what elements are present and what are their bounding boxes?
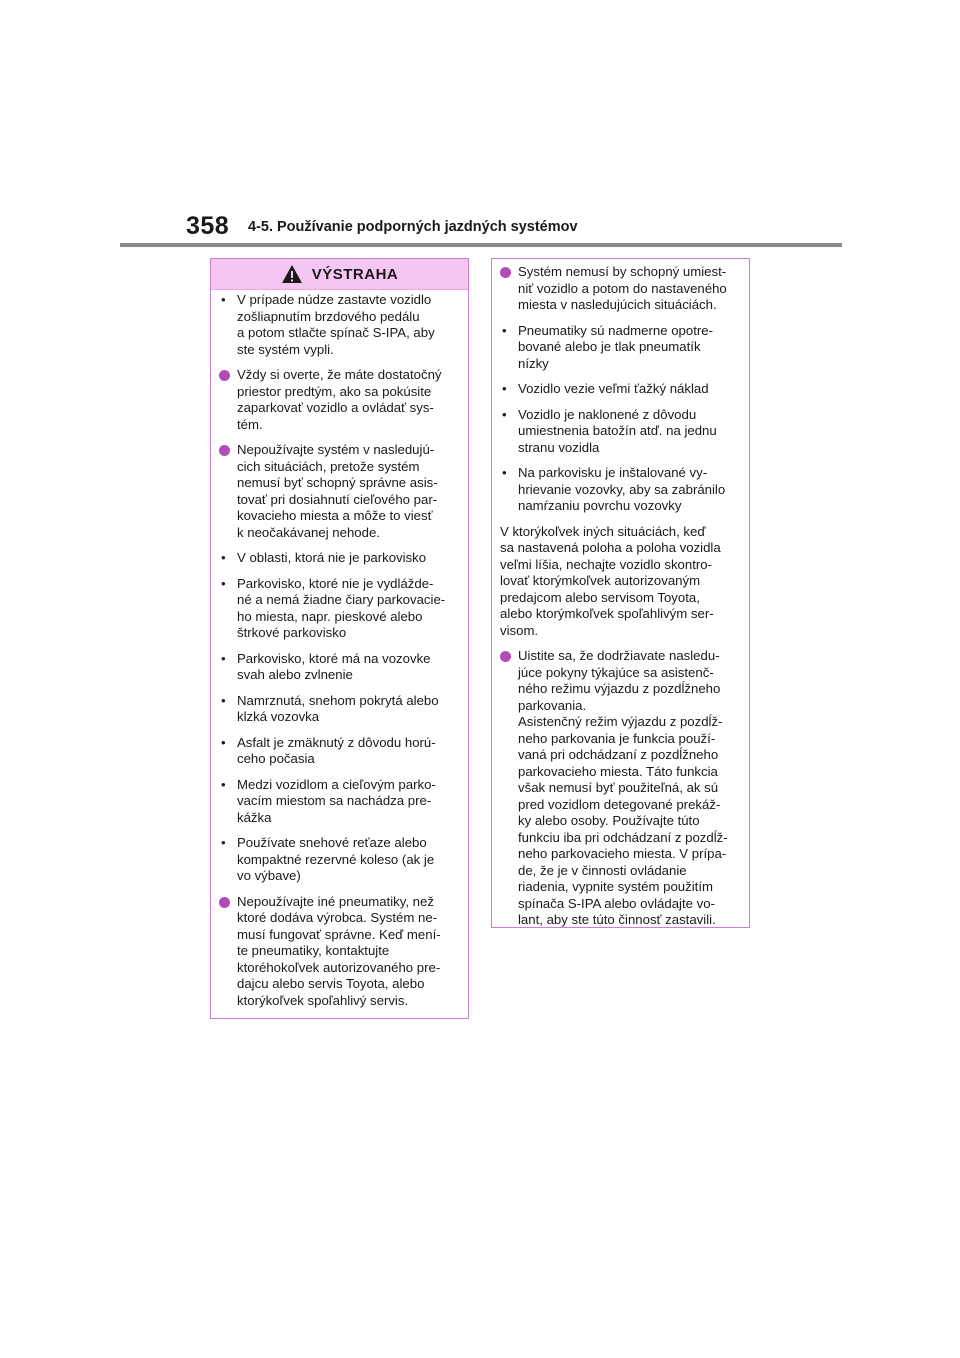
text-line: neho parkovacieho miesta. V prípa- bbox=[518, 846, 727, 861]
warning-triangle-icon bbox=[281, 264, 303, 284]
text-line: hrievanie vozovky, aby sa zabránilo bbox=[518, 481, 726, 497]
text-line: kompaktné rezervné koleso (ak je bbox=[237, 851, 435, 867]
notice-box bbox=[491, 258, 750, 928]
text-line: V ktorýkoľvek iných situáciách, keď bbox=[500, 523, 706, 539]
dash-bullet-item bbox=[219, 550, 461, 567]
text-line: svah alebo zvlnenie bbox=[237, 667, 353, 682]
notice-items bbox=[492, 259, 749, 929]
warning-items bbox=[211, 290, 468, 1009]
text-line: visom. bbox=[500, 622, 539, 638]
text-line: ste systém vypli. bbox=[237, 341, 334, 357]
dash-bullet-item bbox=[219, 292, 461, 358]
text-line: Vždy si overte, že máte dostatočný bbox=[237, 367, 442, 382]
page-number: 358 bbox=[186, 212, 230, 240]
text-line: funkciu iba pri odchádzaní z pozdĺž- bbox=[518, 829, 728, 845]
text-line: • Vozidlo je naklonené z dôvodu bbox=[518, 406, 697, 422]
text-line: však nemusí byť použiteľná, ak sú bbox=[518, 780, 719, 795]
circle-bullet-item bbox=[219, 442, 461, 541]
dash-bullet-item bbox=[500, 465, 742, 515]
text-line: cich situáciách, pretože systém bbox=[237, 458, 420, 474]
text-line: tém. bbox=[237, 416, 263, 432]
text-line: štrkové parkovisko bbox=[237, 625, 347, 640]
text-line: Systém nemusí by schopný umiest- bbox=[518, 264, 727, 279]
text-line: • V prípade núdze zastavte vozidlo bbox=[237, 292, 432, 307]
text-line: priestor predtým, ako sa pokúsite bbox=[237, 383, 432, 399]
text-line: tovať pri dosiahnutí cieľového par- bbox=[237, 491, 438, 507]
text-line: • Používate snehové reťaze alebo bbox=[237, 835, 427, 850]
warning-title: VÝSTRAHA bbox=[311, 265, 399, 283]
circle-bullet-icon bbox=[219, 897, 230, 908]
circle-bullet-icon bbox=[219, 445, 230, 456]
text-line: a potom stlačte spínač S-IPA, aby bbox=[237, 325, 435, 340]
text-line: júce pokyny týkajúce sa asistenč- bbox=[518, 664, 714, 680]
dash-bullet-item bbox=[219, 835, 461, 885]
circle-bullet-item bbox=[500, 264, 742, 314]
text-line: de, že je v činnosti ovládanie bbox=[518, 862, 687, 878]
dash-bullet-item bbox=[219, 576, 461, 642]
text-line: predajcom alebo servisom Toyota, bbox=[500, 589, 700, 605]
text-line: vaná pri odchádzaní z pozdĺžneho bbox=[518, 747, 719, 762]
text-line: sa nastavená poloha a poloha vozidla bbox=[500, 540, 721, 555]
dash-bullet-item bbox=[500, 407, 742, 457]
dash-bullet-item bbox=[500, 323, 742, 373]
warning-header bbox=[211, 259, 468, 290]
text-line: • Namrznutá, snehom pokrytá alebo bbox=[237, 692, 439, 708]
text-line: vacím miestom sa nachádza pre- bbox=[237, 793, 432, 808]
circle-bullet-icon bbox=[500, 651, 511, 662]
text-line: • Medzi vozidlom a cieľovým parko- bbox=[237, 776, 436, 792]
text-line: spínača S-IPA alebo ovládajte vo- bbox=[518, 895, 715, 911]
text-line: zošliapnutím brzdového pedálu bbox=[237, 308, 420, 324]
text-line: musí fungovať správne. Keď mení- bbox=[237, 926, 441, 942]
text-line: Nepoužívajte iné pneumatiky, než bbox=[237, 893, 434, 909]
text-line: nemusí byť schopný správne asis- bbox=[237, 475, 438, 490]
text-line: • V oblasti, ktorá nie je parkovisko bbox=[237, 550, 427, 565]
text-line: ktoré dodáva výrobca. Systém ne- bbox=[237, 910, 438, 925]
section-title: 4-5. Používanie podporných jazdných systémov bbox=[248, 219, 578, 235]
circle-bullet-icon bbox=[219, 370, 230, 381]
text-line: stranu vozidla bbox=[518, 439, 600, 455]
text-line: ho miesta, napr. pieskové alebo bbox=[237, 608, 423, 624]
text-line: • Parkovisko, ktoré má na vozovke bbox=[237, 650, 431, 666]
circle-bullet-item bbox=[219, 367, 461, 433]
text-line: pred vozidlom detegované prekáž- bbox=[518, 796, 721, 812]
text-line: ktoréhokoľvek autorizovaného pre- bbox=[237, 959, 441, 975]
text-line: klzká vozovka bbox=[237, 709, 320, 724]
dash-bullet-item bbox=[219, 651, 461, 684]
text-line: miesta v nasledujúcich situáciách. bbox=[518, 297, 717, 312]
dash-bullet-item bbox=[500, 381, 742, 398]
text-line: nízky bbox=[518, 355, 549, 371]
text-line: dajcu alebo servis Toyota, alebo bbox=[237, 976, 425, 991]
text-line: • Parkovisko, ktoré nie je vydlážde- bbox=[237, 575, 434, 591]
text-line: né a nemá žiadne čiary parkovacie- bbox=[237, 592, 446, 607]
text-line: Asistenčný režim výjazdu z pozdĺž- bbox=[518, 714, 723, 729]
text-line: vo výbave) bbox=[237, 868, 301, 883]
text-line: ceho počasia bbox=[237, 751, 315, 766]
text-line: • Vozidlo vezie veľmi ťažký náklad bbox=[518, 381, 709, 396]
text-line: ky alebo osoby. Používajte túto bbox=[518, 813, 700, 828]
dash-bullet-item bbox=[219, 693, 461, 726]
text-line: Uistite sa, že dodržiavate nasledu- bbox=[518, 648, 720, 663]
text-line: • Pneumatiky sú nadmerne opotre- bbox=[518, 322, 713, 338]
text-line: Nepoužívajte systém v nasledujú- bbox=[237, 442, 435, 457]
text-line: lovať ktorýmkoľvek autorizovaným bbox=[500, 573, 701, 588]
text-line: zaparkovať vozidlo a ovládať sys- bbox=[237, 400, 434, 415]
text-line: kážka bbox=[237, 809, 272, 825]
text-line: bované alebo je tlak pneumatík bbox=[518, 339, 701, 354]
text-line: niť vozidlo a potom do nastaveného bbox=[518, 280, 727, 296]
circle-bullet-icon bbox=[500, 267, 511, 278]
text-line: kovacieho miesta a môže to viesť bbox=[237, 508, 433, 523]
text-line: ktorýkoľvek spoľahlivý servis. bbox=[237, 992, 409, 1008]
circle-bullet-item bbox=[219, 894, 461, 1010]
text-line: parkovania. bbox=[518, 697, 587, 713]
text-line: alebo ktorýmkoľvek spoľahlivým ser- bbox=[500, 606, 714, 621]
header-rule bbox=[120, 243, 842, 247]
paragraph bbox=[500, 524, 742, 640]
text-line: • Asfalt je zmäknutý z dôvodu horú- bbox=[237, 734, 436, 750]
text-line: riadenia, vypnite systém použitím bbox=[518, 879, 713, 894]
text-line: lant, aby ste túto činnosť zastavili. bbox=[518, 912, 716, 927]
dash-bullet-item bbox=[219, 735, 461, 768]
warning-box bbox=[210, 258, 469, 1019]
text-line: parkovacieho miesta. Táto funkcia bbox=[518, 763, 718, 779]
text-line: umiestnenia batožín atď. na jednu bbox=[518, 423, 717, 438]
text-line: k neočakávanej nehode. bbox=[237, 524, 380, 540]
text-line: veľmi líšia, nechajte vozidlo skontro- bbox=[500, 556, 713, 572]
text-line: neho parkovania je funkcia použí- bbox=[518, 730, 716, 746]
circle-bullet-item bbox=[500, 648, 742, 929]
text-line: te pneumatiky, kontaktujte bbox=[237, 943, 390, 958]
text-line: ného režimu výjazdu z pozdĺžneho bbox=[518, 681, 721, 696]
text-line: namŕzaniu povrchu vozovky bbox=[518, 498, 682, 513]
dash-bullet-item bbox=[219, 777, 461, 827]
text-line: • Na parkovisku je inštalované vy- bbox=[518, 465, 708, 480]
